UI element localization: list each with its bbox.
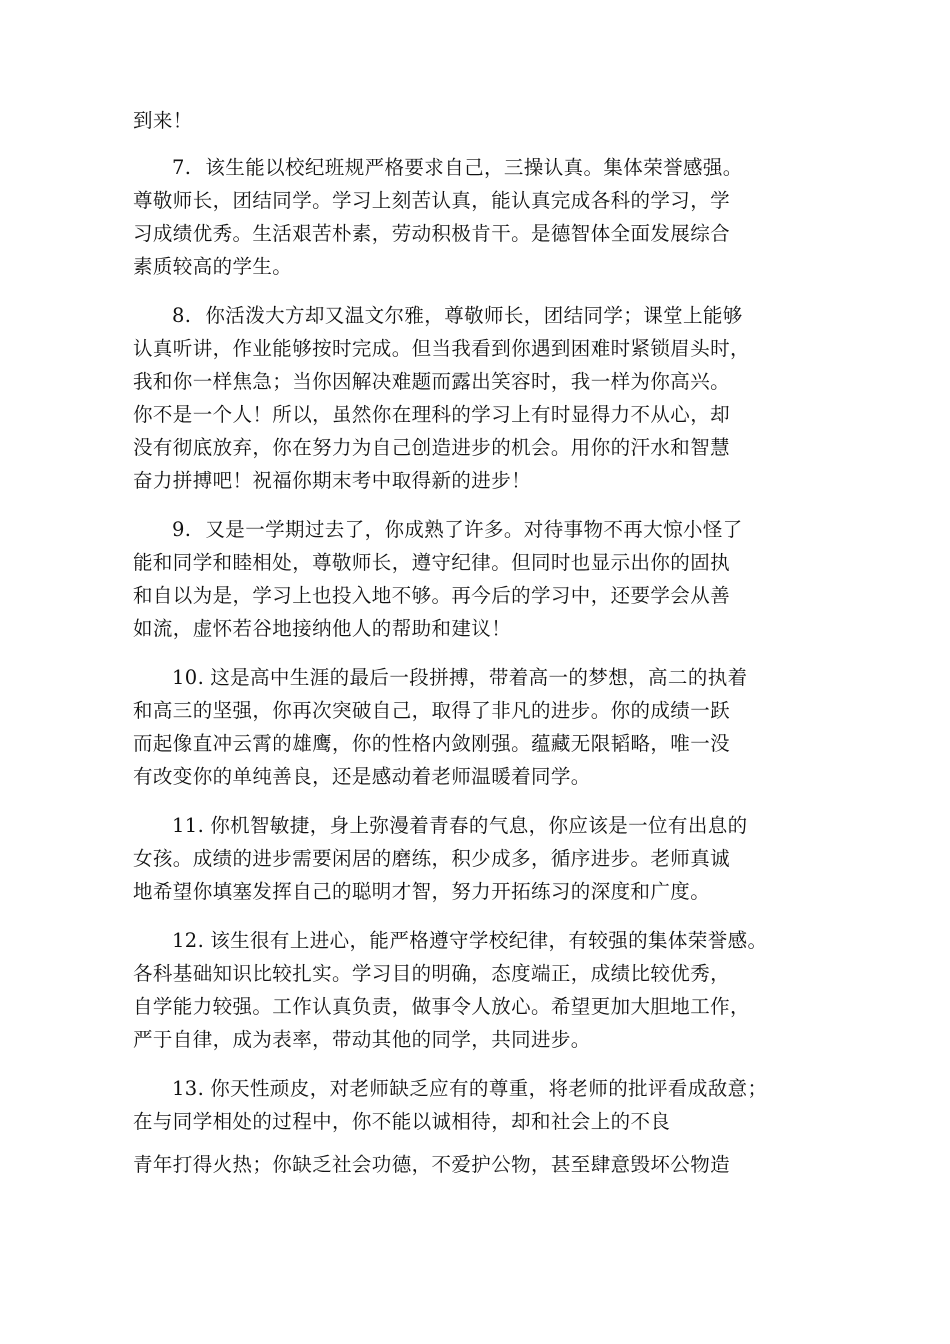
document-body — [133, 104, 833, 1197]
text-line — [133, 299, 833, 332]
text-line: 有改变你的单纯善良，还是感动着老师温暖着同学。 — [133, 765, 591, 788]
text-line — [133, 151, 833, 184]
text-line: 自学能力较强。工作认真负责，做事令人放心。希望更加大胆地工作， — [133, 995, 750, 1018]
paragraph-8 — [133, 299, 833, 497]
paragraph-number: 13. — [172, 1077, 205, 1100]
text-line: 如流，虚怀若谷地接纳他人的帮助和建议！ — [133, 617, 512, 640]
paragraph-number: 9. — [172, 518, 192, 541]
paragraph-10 — [133, 661, 833, 793]
text-line: 青年打得火热；你缺乏社会功德，不爱护公物，甚至肆意毁坏公物造 — [133, 1153, 731, 1176]
text-line: 你不是一个人！所以，虽然你在理科的学习上有时显得力不从心，却 — [133, 403, 731, 426]
line-text: 该生很有上进心，能严格遵守学校纪律，有较强的集体荣誉感。 — [210, 929, 768, 952]
paragraph-continuation-bottom — [133, 1148, 833, 1181]
text-line: 认真听讲，作业能够按时完成。但当我看到你遇到困难时紧锁眉头时， — [133, 337, 750, 360]
line-text: 该生能以校纪班规严格要求自己，三操认真。集体荣誉感强。 — [205, 156, 743, 179]
paragraph-13 — [133, 1072, 833, 1138]
text-line: 在与同学相处的过程中，你不能以诚相待，却和社会上的不良 — [133, 1110, 671, 1133]
paragraph-7 — [133, 151, 833, 283]
paragraph-number: 12. — [172, 929, 205, 952]
text-line: 和自以为是，学习上也投入地不够。再今后的学习中，还要学会从善 — [133, 584, 731, 607]
text-line — [133, 809, 833, 842]
text-line: 各科基础知识比较扎实。学习目的明确，态度端正，成绩比较优秀， — [133, 962, 731, 985]
page-break-gap — [133, 1138, 833, 1148]
line-text: 又是一学期过去了，你成熟了许多。对待事物不再大惊小怪了 — [205, 518, 743, 541]
line-text: 你机智敏捷，身上弥漫着青春的气息，你应该是一位有出息的 — [210, 814, 748, 837]
text-line: 奋力拼搏吧！祝福你期末考中取得新的进步！ — [133, 469, 532, 492]
line-text: 你天性顽皮，对老师缺乏应有的尊重，将老师的批评看成敌意； — [210, 1077, 768, 1100]
paragraph-number: 11. — [172, 814, 205, 837]
text-line: 尊敬师长，团结同学。学习上刻苦认真，能认真完成各科的学习，学 — [133, 189, 731, 212]
paragraph-number: 8. — [172, 304, 192, 327]
text-line: 能和同学和睦相处，尊敬师长，遵守纪律。但同时也显示出你的固执 — [133, 551, 731, 574]
text-line: 到来！ — [133, 109, 193, 132]
paragraph-12 — [133, 924, 833, 1056]
text-line: 严于自律，成为表率，带动其他的同学，共同进步。 — [133, 1028, 591, 1051]
line-text: 这是高中生涯的最后一段拼搏，带着高一的梦想，高二的执着 — [210, 666, 748, 689]
text-line: 和高三的坚强，你再次突破自己，取得了非凡的进步。你的成绩一跃 — [133, 699, 731, 722]
text-line: 没有彻底放弃，你在努力为自己创造进步的机会。用你的汗水和智慧 — [133, 436, 731, 459]
text-line — [133, 924, 833, 957]
line-text: 你活泼大方却又温文尔雅，尊敬师长，团结同学；课堂上能够 — [205, 304, 743, 327]
text-line: 素质较高的学生。 — [133, 255, 293, 278]
paragraph-number: 10. — [172, 666, 205, 689]
paragraph-11 — [133, 809, 833, 908]
text-line: 而起像直冲云霄的雄鹰，你的性格内敛刚强。蕴藏无限韬略，唯一没 — [133, 732, 731, 755]
text-line: 女孩。成绩的进步需要闲居的磨练，积少成多，循序进步。老师真诚 — [133, 847, 731, 870]
text-line — [133, 661, 833, 694]
text-line — [133, 513, 833, 546]
text-line: 我和你一样焦急；当你因解决难题而露出笑容时，我一样为你高兴。 — [133, 370, 731, 393]
text-line: 地希望你填塞发挥自己的聪明才智，努力开拓练习的深度和广度。 — [133, 880, 711, 903]
paragraph-continuation — [133, 104, 833, 137]
paragraph-number: 7. — [172, 156, 192, 179]
text-line — [133, 1072, 833, 1105]
paragraph-9 — [133, 513, 833, 645]
text-line: 习成绩优秀。生活艰苦朴素，劳动积极肯干。是德智体全面发展综合 — [133, 222, 731, 245]
